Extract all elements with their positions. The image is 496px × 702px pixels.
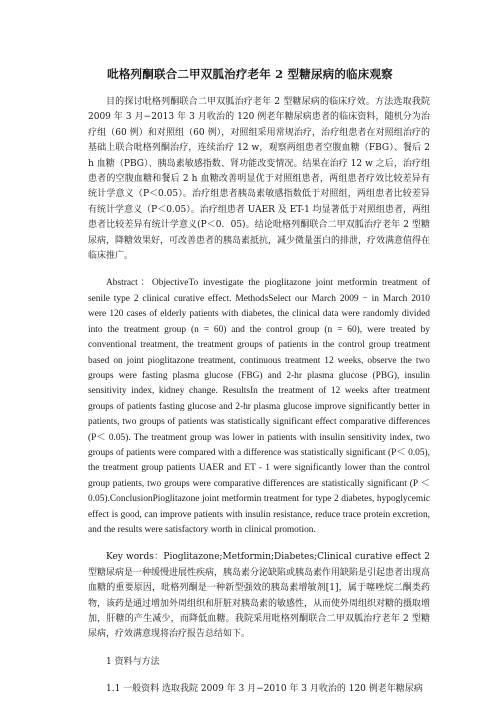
abstract-english: Abstract：ObjectiveTo investigate the pioglitazone joint metformin treatment of senile type 2 clinical curative effect. MethodsSelect our March 2009 − in March 2010 were 120 cases of elderly patients with diabetes, the clinical data were randomly divided into the treatment group (n = 60) and the control group (n = 60), were treated by conventional treatment, the treatment groups of patients in the control group treatment based on joint pioglitazone treatment, continuous treatment 12 weeks, observe the two groups were fasting plasma glucose (FBG) and 2-hr plasma glucose (PBG), insulin sensitivity index, kidney change. ResultsIn the treatment of 12 weeks after treatment groups of patients fasting glucose and 2-hr plasma glucose improve significantly better in patients, two groups of patients was statistically significant effect comparative differences (P＜ 0.05). The treatment group was lower in patients with insulin sensitivity index, two groups of patients were compared with a difference was statistically significant (P＜ 0.05), the treatment group patients UAER and ET - 1 were significantly lower than the control group patients, two groups were comparative differences are statistically significant (P ＜ 0.05).ConclusionPioglitazone joint metformin treatment for type 2 diabetes, hypoglycemic effect is good, can improve patients with insulin resistance, reduce trace protein excretion, and the results were satisfactory worth in clinical promotion. <box>88 278 430 535</box>
abstract-chinese: 目的探讨吡格列酮联合二甲双胍治疗老年 2 型糖尿病的临床疗效。方法选取我院 2009 年 3 月−2013 年 3 月收治的 120 例老年糖尿病患者的临床资料，随机分为治疗组（60 例）和对照组（60 例），对照组采用常规治疗，治疗组患者在对照组治疗的基础上联合吡格列酮治疗，连续治疗 12 w，观察两组患者空腹血糖（FBG）、餐后 2 h 血糖（PBG）、胰岛素敏感指数、肾功能改变情况。结果在治疗 12 w 之后，治疗组患者的空腹血糖和餐后 2 h 血糖改善明显优于对照组患者，两组患者疗效比较差异有统计学意义（P＜0.05）。治疗组患者胰岛素敏感指数低于对照组，两组患者比较差异有统计学意义（P＜0.05）。治疗组患者 UAER 及 ET-1 均显著低于对照组患者，两组患者比较差异有统计学意义(P＜0．05)。结论吡格列酮联合二甲双胍治疗老年 2 型糖尿病，降糖效果好，可改善患者的胰岛素抵抗，减少微量蛋白的排泄，疗效满意值得在临床推广。 <box>88 97 431 262</box>
section-heading: 1 资料与方法 <box>106 656 160 667</box>
keywords-and-introduction: Key words：Pioglitazone;Metformin;Diabetes;Clinical curative effect 2 型糖尿病是一种缓慢进展性疾病，胰岛素分泌缺陷或胰岛素作用缺陷是引起患者出现高血糖的重要原因，吡格列酮是一种新型强效的胰岛素增敏剂[1]，属于噻唑烷二酮类药物，该药是通过增加外周组织和肝脏对胰岛素的敏感性，从而使外周组织对糖的摄取增加，肝糖的产生减少，而降低血糖。我院采用吡格列酮联合二甲双胍治疗老年 2 型糖尿病，疗效满意现将治疗报告总结如下。 <box>88 552 431 640</box>
paper-title: 吡格列酮联合二甲双胍治疗老年 2 型糖尿病的临床观察 <box>107 67 393 81</box>
subsection-general-data: 1.1 一般资料 选取我院 2009 年 3 月−2010 年 3 月收治的 120 例老年糖尿病 <box>106 684 423 695</box>
